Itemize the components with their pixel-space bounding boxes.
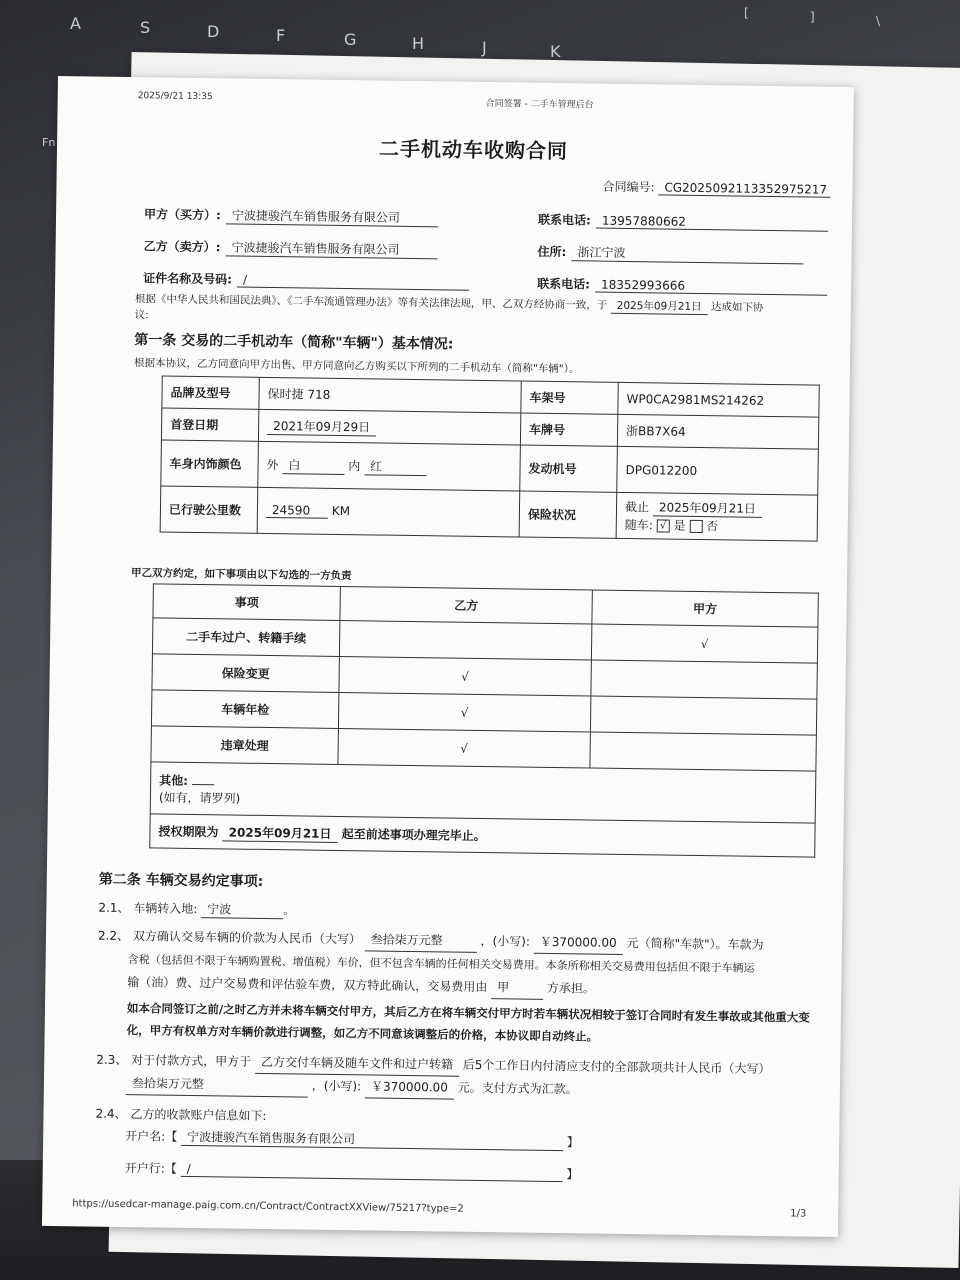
insurance-date: 2025年09月21日 xyxy=(653,498,762,518)
clause-2-1-end: 。 xyxy=(283,903,296,918)
clause-2-3-condition: 乙方交付车辆及随车文件和过户转籍 xyxy=(255,1051,459,1077)
clause-2-2-fee-payer: 甲 xyxy=(491,976,543,1000)
interior-label: 内 xyxy=(348,458,361,473)
account-name-row xyxy=(125,1127,579,1151)
yes-checkbox[interactable]: √ xyxy=(657,519,670,532)
yes-label: 是 xyxy=(673,518,686,533)
account-name-label: 开户名:【 xyxy=(125,1129,178,1144)
cert-row xyxy=(143,267,469,291)
key-k: K xyxy=(550,42,561,61)
account-name-value: 宁波捷骏汽车销售服务有限公司 xyxy=(181,1128,563,1151)
seller-value: 宁波捷骏汽车销售服务有限公司 xyxy=(225,238,437,259)
key-bracket-left: [ xyxy=(744,6,749,20)
key-backslash: \ xyxy=(876,14,881,28)
other-label: 其他: xyxy=(159,772,189,788)
intro-date: 2025年09月21日 xyxy=(611,298,708,315)
clause-2-3-no: 2.3、 xyxy=(96,1052,128,1068)
col-jia-header: 甲方 xyxy=(592,590,818,627)
period-date: 2025年09月21日 xyxy=(223,823,338,843)
contract-number-value: CG2025092113352975217 xyxy=(658,180,830,197)
vin-value: WP0CA2981MS214262 xyxy=(618,382,819,417)
clause-2-3-lower-amount: ￥370000.00 xyxy=(365,1075,454,1099)
clause-2-2-lower-amount: ￥370000.00 xyxy=(534,931,623,955)
no-label: 否 xyxy=(706,519,719,534)
key-s: S xyxy=(140,18,151,37)
period-suffix: 起至前述事项办理完毕止。 xyxy=(341,826,486,843)
insurance-prefix: 截止 xyxy=(624,499,650,515)
article1-title: 第一条 交易的二手机动车（简称"车辆"）基本情况: xyxy=(134,332,454,353)
clause-2-2-line3-end: 方承担。 xyxy=(546,980,596,996)
other-hint: (如有，请罗列) xyxy=(158,789,241,806)
reg-date-cell xyxy=(258,409,520,445)
page-number: 1/3 xyxy=(790,1208,807,1220)
intro-text-2: 议: xyxy=(134,309,149,322)
insurance-label: 保险状况 xyxy=(519,491,617,538)
key-j: J xyxy=(482,38,487,57)
buyer-phone-row xyxy=(538,209,828,232)
col-item-header: 事项 xyxy=(153,584,340,621)
exterior-label: 外 xyxy=(266,457,279,472)
clause-2-4 xyxy=(95,1105,266,1124)
key-a: A xyxy=(70,14,81,33)
mileage-unit: KM xyxy=(331,503,351,519)
key-d: D xyxy=(207,22,220,41)
article1-desc: 根据本协议，乙方同意向甲方出售、甲方同意向乙方购买以下所列的二手机动车（简称"车辆"）。 xyxy=(133,357,580,376)
address-label: 住所: xyxy=(537,244,567,260)
seller-phone-value: 18352993666 xyxy=(595,278,827,296)
insurance-cell xyxy=(616,492,818,541)
key-h: H xyxy=(412,34,425,53)
clause-2-2-text-c: 元（简称"车款"）。车款为 xyxy=(626,936,764,952)
row-yi-check[interactable]: √ xyxy=(338,692,590,732)
engine-value: DPG012200 xyxy=(617,446,819,495)
clause-2-3-text-c: ，(小写): xyxy=(311,1078,362,1094)
brand-value: 保时捷 718 xyxy=(259,377,521,413)
clause-2-2-line3: 输（油）费、过户交易费和评估验车费，双方特此确认，交易费用由 xyxy=(127,975,488,995)
row-jia-check[interactable]: √ xyxy=(591,624,817,663)
mileage-label: 已行驶公里数 xyxy=(160,486,258,533)
row-jia-check[interactable] xyxy=(591,660,817,699)
vehicle-table xyxy=(160,375,820,541)
row-yi-check[interactable] xyxy=(339,620,591,660)
contract-number-label: 合同编号: xyxy=(602,179,655,195)
seller-phone-row xyxy=(537,273,827,296)
clause-2-1 xyxy=(98,899,295,920)
print-site-title: 合同签署 - 二手车管理后台 xyxy=(485,98,594,111)
color-cell xyxy=(258,441,521,491)
clause-2-2-text-a: 双方确认交易车辆的价款为人民币（大写） xyxy=(132,929,362,947)
bank-end: 】 xyxy=(566,1167,579,1182)
clause-2-3-upper-amount: 叁拾柒万元整 xyxy=(126,1072,308,1098)
clause-2-3-text-a: 对于付款方式，甲方于 xyxy=(131,1053,252,1069)
row-item: 保险变更 xyxy=(152,654,339,693)
row-jia-check[interactable] xyxy=(590,732,816,771)
mileage-cell xyxy=(257,487,520,537)
print-url: https://usedcar-manage.paig.com.cn/Contract/ContractXXView/75217?type=2 xyxy=(72,1198,464,1215)
clause-2-3 xyxy=(96,1049,837,1105)
cert-value: / xyxy=(237,273,469,291)
clause-2-1-text: 车辆转入地: xyxy=(133,901,198,917)
bank-label: 开户行:【 xyxy=(124,1161,177,1176)
other-value xyxy=(192,783,214,784)
clause-2-1-no: 2.1、 xyxy=(98,900,130,916)
account-name-end: 】 xyxy=(566,1135,579,1150)
adjustment-clause: 如本合同签订之前/之时乙方并未将车辆交付甲方，其后乙方在将车辆交付甲方时若车辆状况相较于签订合同时有发生事故或其他重大变化，甲方有权单方对车辆价款进行调整，如乙方不同意该调整后的价格，本协议即自动终止。 xyxy=(126,1001,810,1044)
seller-phone-label: 联系电话: xyxy=(537,276,591,292)
exterior-value: 白 xyxy=(282,456,344,475)
print-timestamp: 2025/9/21 13:35 xyxy=(137,91,213,103)
clause-2-2 xyxy=(97,925,838,1004)
article2-title: 第二条 车辆交易约定事项: xyxy=(98,871,264,890)
row-item: 违章处理 xyxy=(151,726,338,765)
mileage-value: 24590 xyxy=(266,503,328,519)
intro-paragraph xyxy=(135,291,764,316)
with-car-label: 随车: xyxy=(624,517,653,533)
row-item: 车辆年检 xyxy=(151,690,338,729)
clause-2-4-text: 乙方的收款账户信息如下: xyxy=(130,1107,267,1124)
responsibility-intro: 甲乙双方约定，如下事项由以下勾选的一方负责 xyxy=(130,567,352,583)
clause-2-1-value: 宁波 xyxy=(201,900,283,919)
brand-label: 品牌及型号 xyxy=(162,376,259,409)
color-label: 车身内饰颜色 xyxy=(161,440,259,487)
clause-2-2-line2: 含税（包括但不限于车辆购置税、增值税）车价，但不包含车辆的任何相关交易费用。本条所称相关交易费用包括但不限于车辆运 xyxy=(127,953,755,975)
seller-label: 乙方（卖方）: xyxy=(143,239,221,255)
bank-value: / xyxy=(181,1162,563,1182)
buyer-row xyxy=(144,203,438,227)
clause-2-4-no: 2.4、 xyxy=(95,1106,127,1122)
row-jia-check[interactable] xyxy=(590,696,816,735)
buyer-label: 甲方（买方）: xyxy=(143,207,221,223)
reg-date-value: 2021年09月29日 xyxy=(267,416,376,436)
clause-2-3-text-d: 元。支付方式为汇款。 xyxy=(457,1080,578,1097)
interior-value: 红 xyxy=(364,457,426,476)
contract-title: 二手机动车收购合同 xyxy=(378,136,569,164)
engine-label: 发动机号 xyxy=(520,445,618,492)
key-bracket-right: ] xyxy=(810,10,815,24)
buyer-value: 宁波捷骏汽车销售服务有限公司 xyxy=(226,206,438,227)
seller-row xyxy=(144,235,438,259)
col-yi-header: 乙方 xyxy=(340,586,592,624)
row-yi-check[interactable]: √ xyxy=(338,728,590,768)
key-g: G xyxy=(344,30,357,49)
intro-text-end: 达成如下协 xyxy=(710,301,764,314)
clause-2-3-text-b: 后5个工作日内付清应支付的全部款项共计人民币（大写） xyxy=(462,1057,771,1077)
contract-page xyxy=(42,76,854,1237)
bank-row xyxy=(125,1159,579,1182)
contract-number xyxy=(602,178,830,198)
buyer-phone-value: 13957880662 xyxy=(596,214,828,232)
period-label: 授权期限为 xyxy=(158,823,219,839)
cert-label: 证件名称及号码: xyxy=(143,271,233,287)
responsibility-table xyxy=(149,583,819,857)
address-value: 浙江宁波 xyxy=(571,243,803,264)
reg-date-label: 首登日期 xyxy=(161,408,258,441)
plate-value: 浙BB7X64 xyxy=(617,414,818,449)
no-checkbox[interactable] xyxy=(689,520,702,533)
key-f: F xyxy=(276,26,286,45)
clause-2-2-no: 2.2、 xyxy=(97,928,130,944)
clause-2-2-text-b: ，(小写): xyxy=(480,933,531,949)
vin-label: 车架号 xyxy=(521,381,618,414)
intro-text: 根据《中华人民共和国民法典》、《二手车流通管理办法》等有关法律法规，甲、乙双方经协商一致，于 xyxy=(134,293,608,312)
other-cell xyxy=(150,762,816,823)
key-fn: Fn xyxy=(42,136,56,149)
address-row xyxy=(537,241,803,265)
row-item: 二手车过户、转籍手续 xyxy=(152,618,339,657)
plate-label: 车牌号 xyxy=(520,413,617,446)
buyer-phone-label: 联系电话: xyxy=(537,212,591,228)
row-yi-check[interactable]: √ xyxy=(339,656,591,696)
clause-2-2-upper-amount: 叁拾柒万元整 xyxy=(365,928,477,953)
